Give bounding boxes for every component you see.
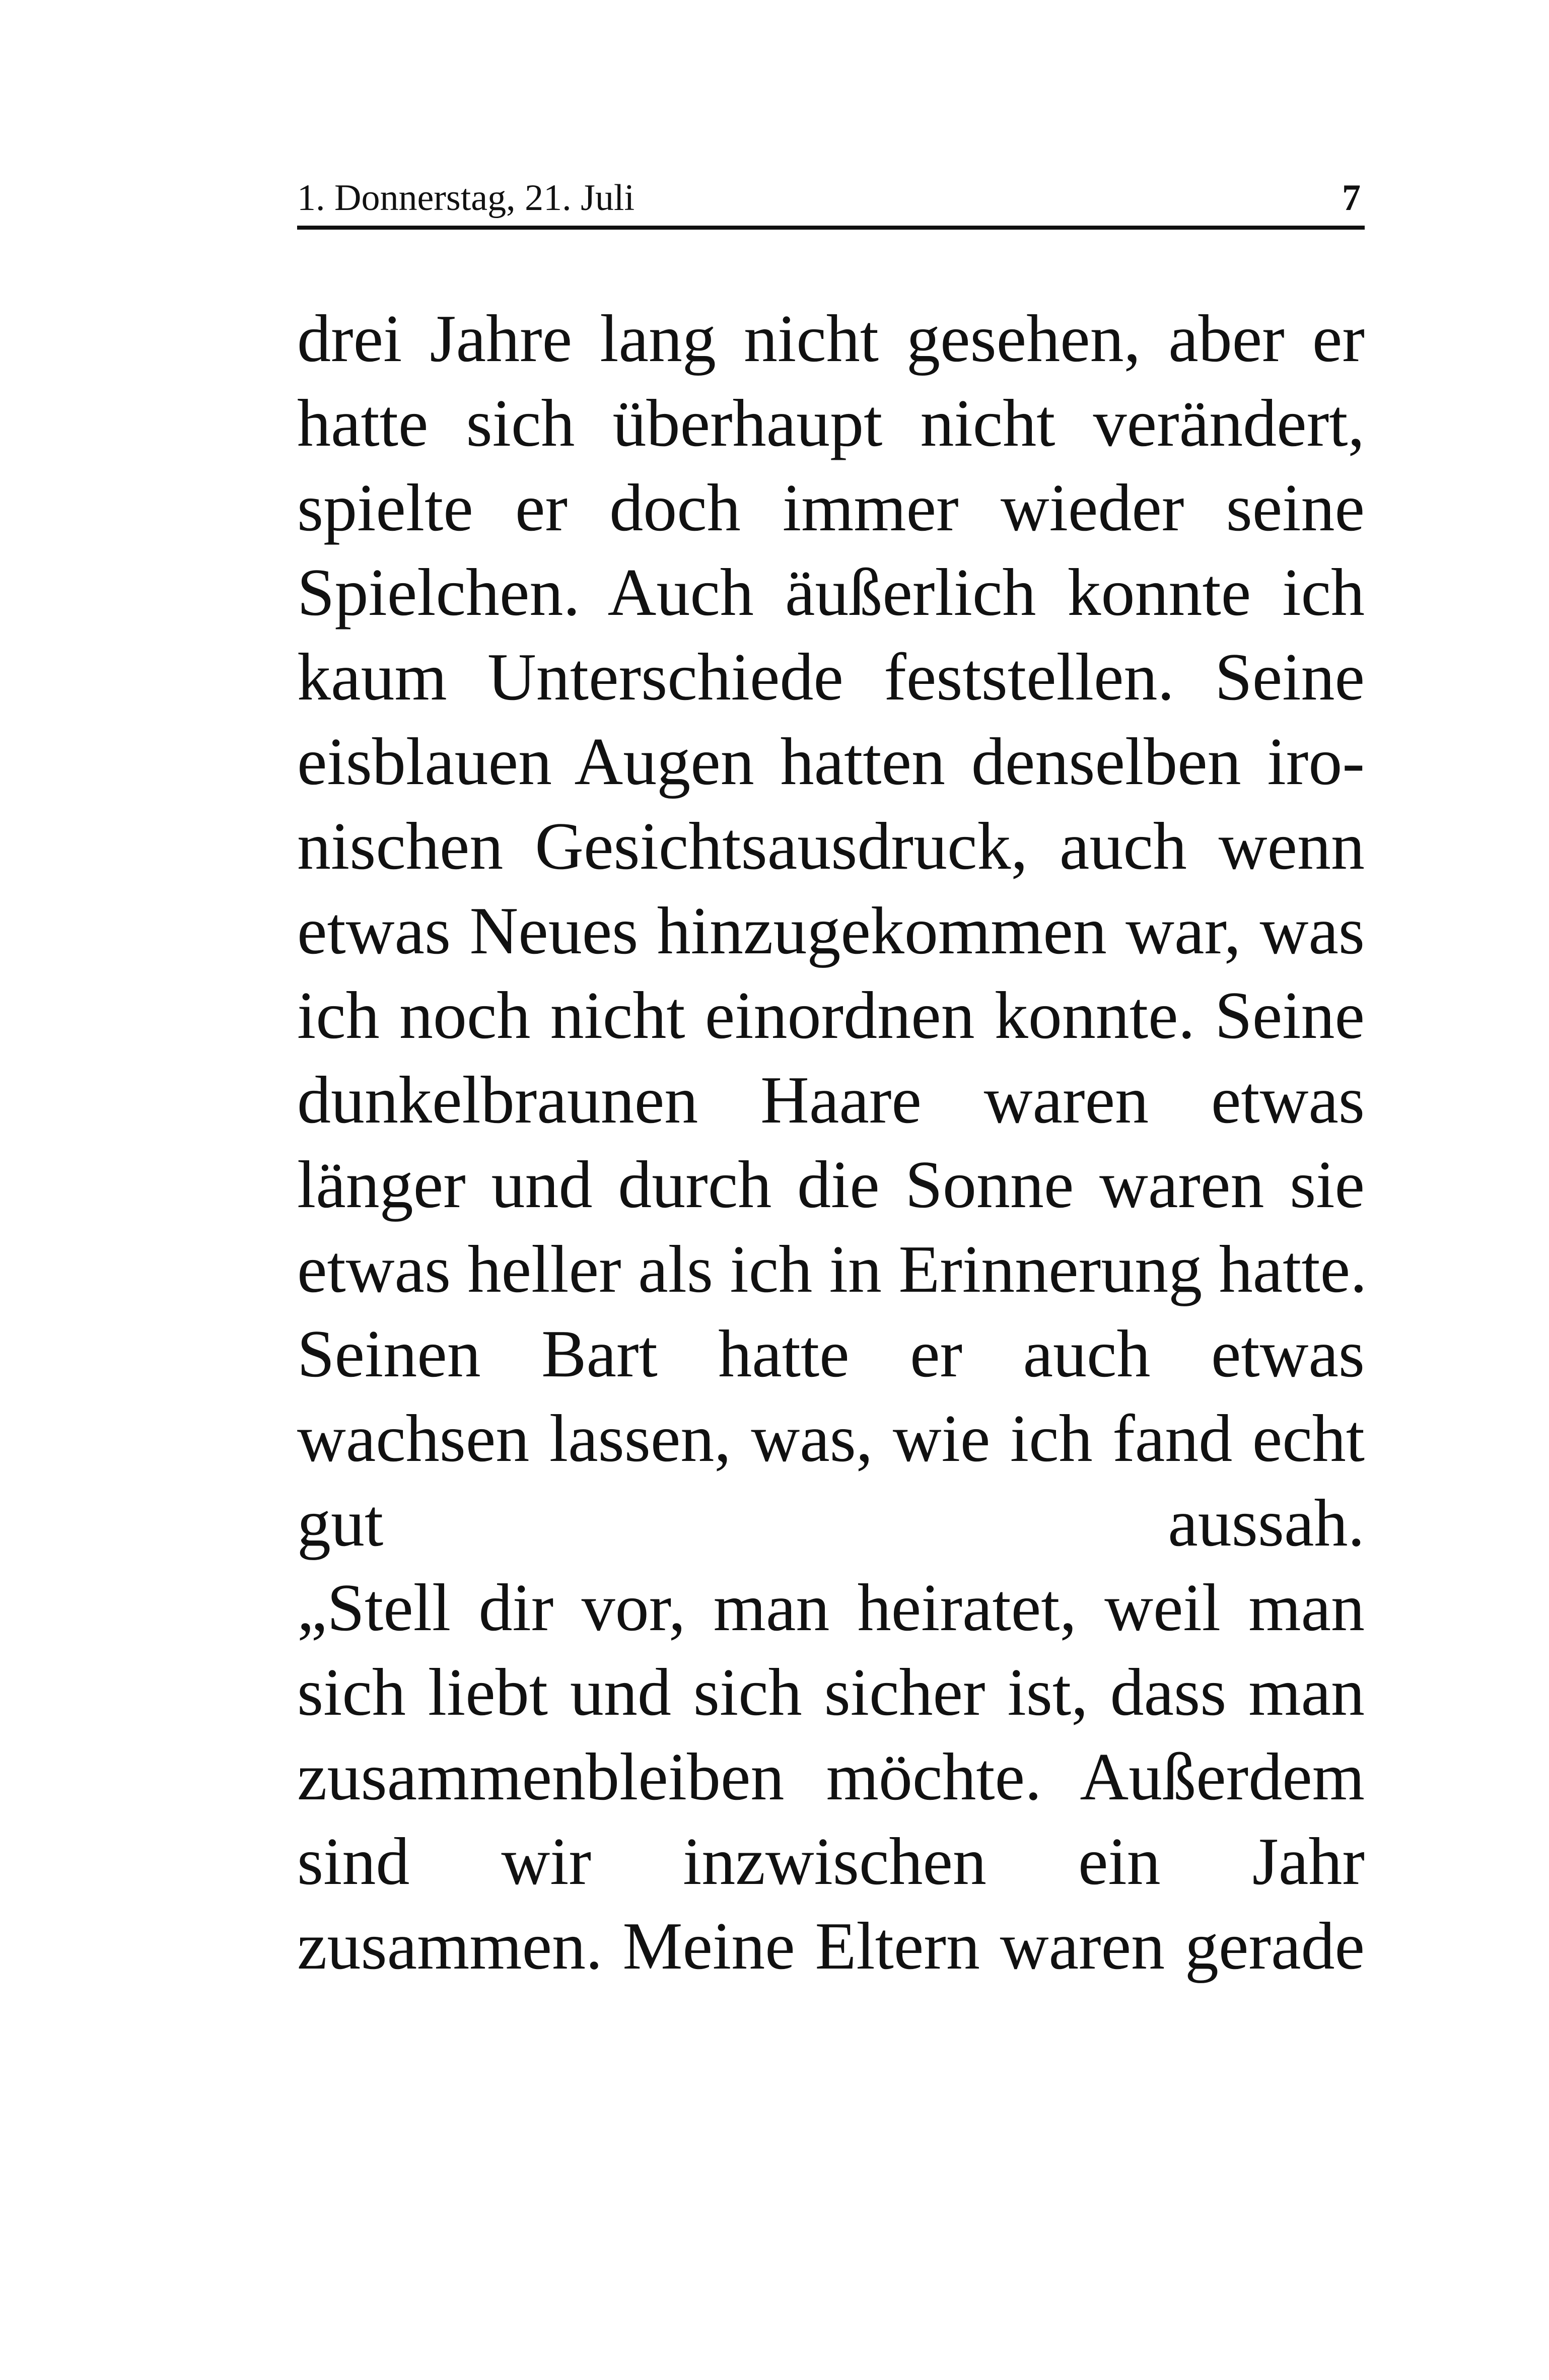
text-line: etwas heller als ich in Erinnerung hatte.: [297, 1232, 1367, 1306]
text-line: „Stell dir vor, man heiratet, weil man: [297, 1570, 1365, 1645]
text-line: eisblauen Augen hatten denselben iro-: [297, 724, 1365, 799]
text-line: ich noch nicht einordnen konnte. Seine: [297, 978, 1365, 1053]
chapter-header-title: 1. Donnerstag, 21. Juli: [297, 177, 635, 219]
text-line: hatte sich überhaupt nicht verändert,: [297, 386, 1365, 460]
page-number: 7: [1342, 177, 1361, 219]
text-line: zusammenbleiben möchte. Außerdem: [297, 1739, 1365, 1814]
text-line: Seinen Bart hatte er auch etwas: [297, 1316, 1365, 1391]
text-line: drei Jahre lang nicht gesehen, aber er: [297, 301, 1365, 376]
text-line: dunkelbraunen Haare waren etwas: [297, 1063, 1365, 1137]
text-line: kaum Unterschiede feststellen. Seine: [297, 640, 1365, 714]
running-header: [297, 175, 1365, 230]
body-text: [297, 296, 1365, 1988]
text-line: nischen Gesichtsausdruck, auch wenn: [297, 809, 1365, 883]
text-line: spielte er doch immer wieder seine: [297, 470, 1365, 545]
text-line: gut aussah.: [297, 1486, 1365, 1560]
text-line: etwas Neues hinzugekommen war, was: [297, 893, 1365, 968]
text-line: Spielchen. Auch äußerlich konnte ich: [297, 555, 1365, 629]
text-line: zusammen. Meine Eltern waren gerade: [297, 1909, 1365, 1983]
text-line: sind wir inzwischen ein Jahr: [297, 1824, 1365, 1899]
text-line: länger und durch die Sonne waren sie: [297, 1147, 1365, 1222]
text-line: sich liebt und sich sicher ist, dass man: [297, 1655, 1365, 1729]
text-line: wachsen lassen, was, wie ich fand echt: [297, 1401, 1365, 1476]
